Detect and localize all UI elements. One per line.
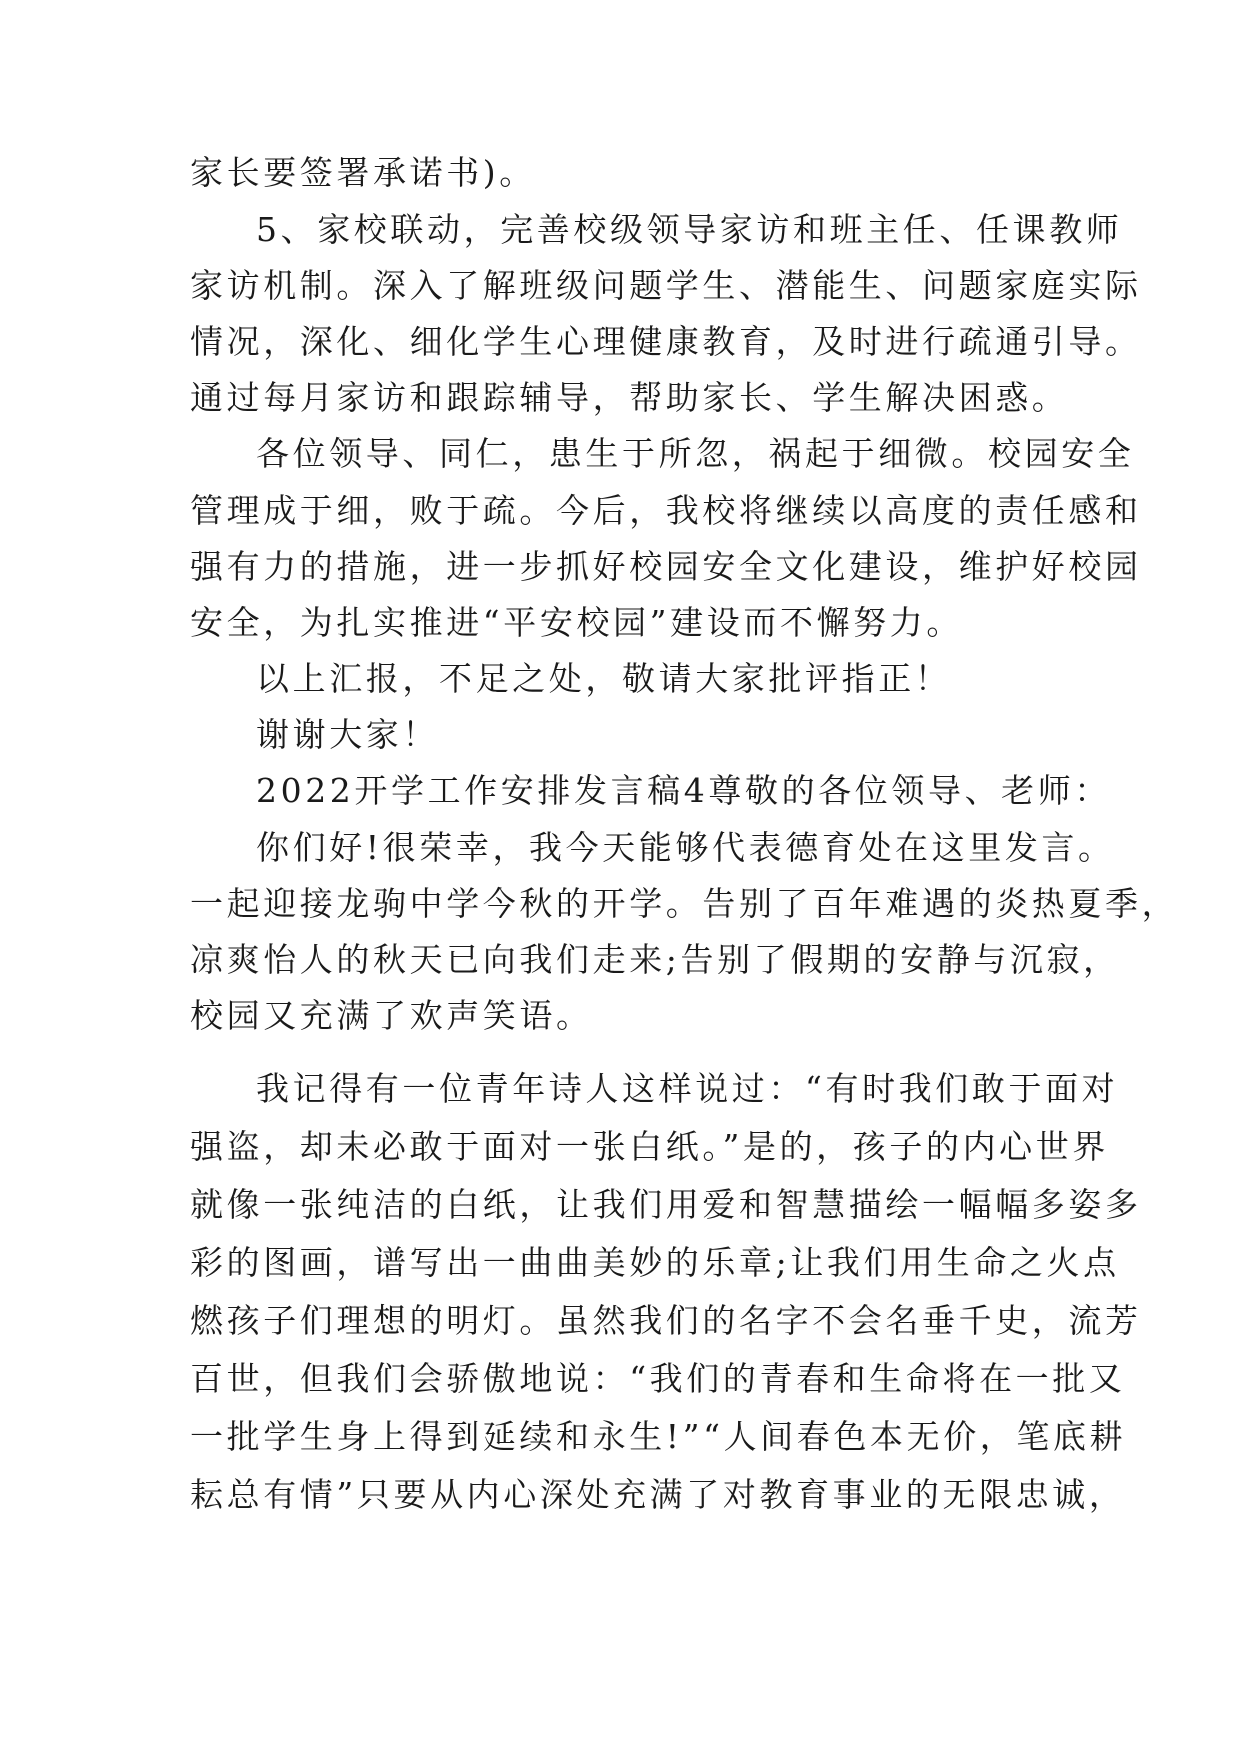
text-line: 安全，为扎实推进“平安校园”建设而不懈努力。: [190, 603, 963, 642]
text-line: 家访机制。深入了解班级问题学生、潜能生、问题家庭实际: [190, 266, 1142, 305]
text-line: 你们好!很荣幸，我今天能够代表德育处在这里发言。: [256, 828, 1115, 867]
text-line: 强盗，却未必敢于面对一张白纸。”是的，孩子的内心世界: [190, 1127, 1109, 1166]
text-line: 5、家校联动，完善校级领导家访和班主任、任课教师: [256, 210, 1123, 249]
text-line: 彩的图画，谱写出一曲曲美妙的乐章;让我们用生命之火点: [190, 1243, 1120, 1282]
text-line: 以上汇报，不足之处，敬请大家批评指正！: [256, 659, 952, 698]
text-line: 百世，但我们会骄傲地说：“我们的青春和生命将在一批又: [190, 1359, 1126, 1398]
text-line: 各位领导、同仁，患生于所忽，祸起于细微。校园安全: [256, 434, 1135, 473]
text-line: 凉爽怡人的秋天已向我们走来;告别了假期的安静与沉寂，: [190, 940, 1120, 979]
text-line: 燃孩子们理想的明灯。虽然我们的名字不会名垂千史，流芳: [190, 1301, 1142, 1340]
text-line: 耘总有情”只要从内心深处充满了对教育事业的无限忠诚，: [190, 1475, 1126, 1514]
text-line: 谢谢大家！: [256, 715, 439, 754]
text-line: 一批学生身上得到延续和永生!”“人间春色本无价，笔底耕: [190, 1417, 1127, 1456]
text-line: 强有力的措施，进一步抓好校园安全文化建设，维护好校园: [190, 547, 1142, 586]
text-line: 情况，深化、细化学生心理健康教育，及时进行疏通引导。: [190, 322, 1142, 361]
text-line: 我记得有一位青年诗人这样说过：“有时我们敢于面对: [256, 1069, 1119, 1108]
text-line: 一起迎接龙驹中学今秋的开学。告别了百年难遇的炎热夏季，: [190, 884, 1179, 923]
text-line: 就像一张纯洁的白纸，让我们用爱和智慧描绘一幅幅多姿多: [190, 1185, 1142, 1224]
text-line: 2022开学工作安排发言稿4尊敬的各位领导、老师：: [256, 771, 1111, 810]
text-line: 通过每月家访和跟踪辅导，帮助家长、学生解决困惑。: [190, 378, 1069, 417]
text-line: 家长要签署承诺书)。: [190, 153, 536, 192]
text-line: 管理成于细，败于疏。今后，我校将继续以高度的责任感和: [190, 491, 1142, 530]
text-line: 校园又充满了欢声笑语。: [190, 996, 593, 1035]
